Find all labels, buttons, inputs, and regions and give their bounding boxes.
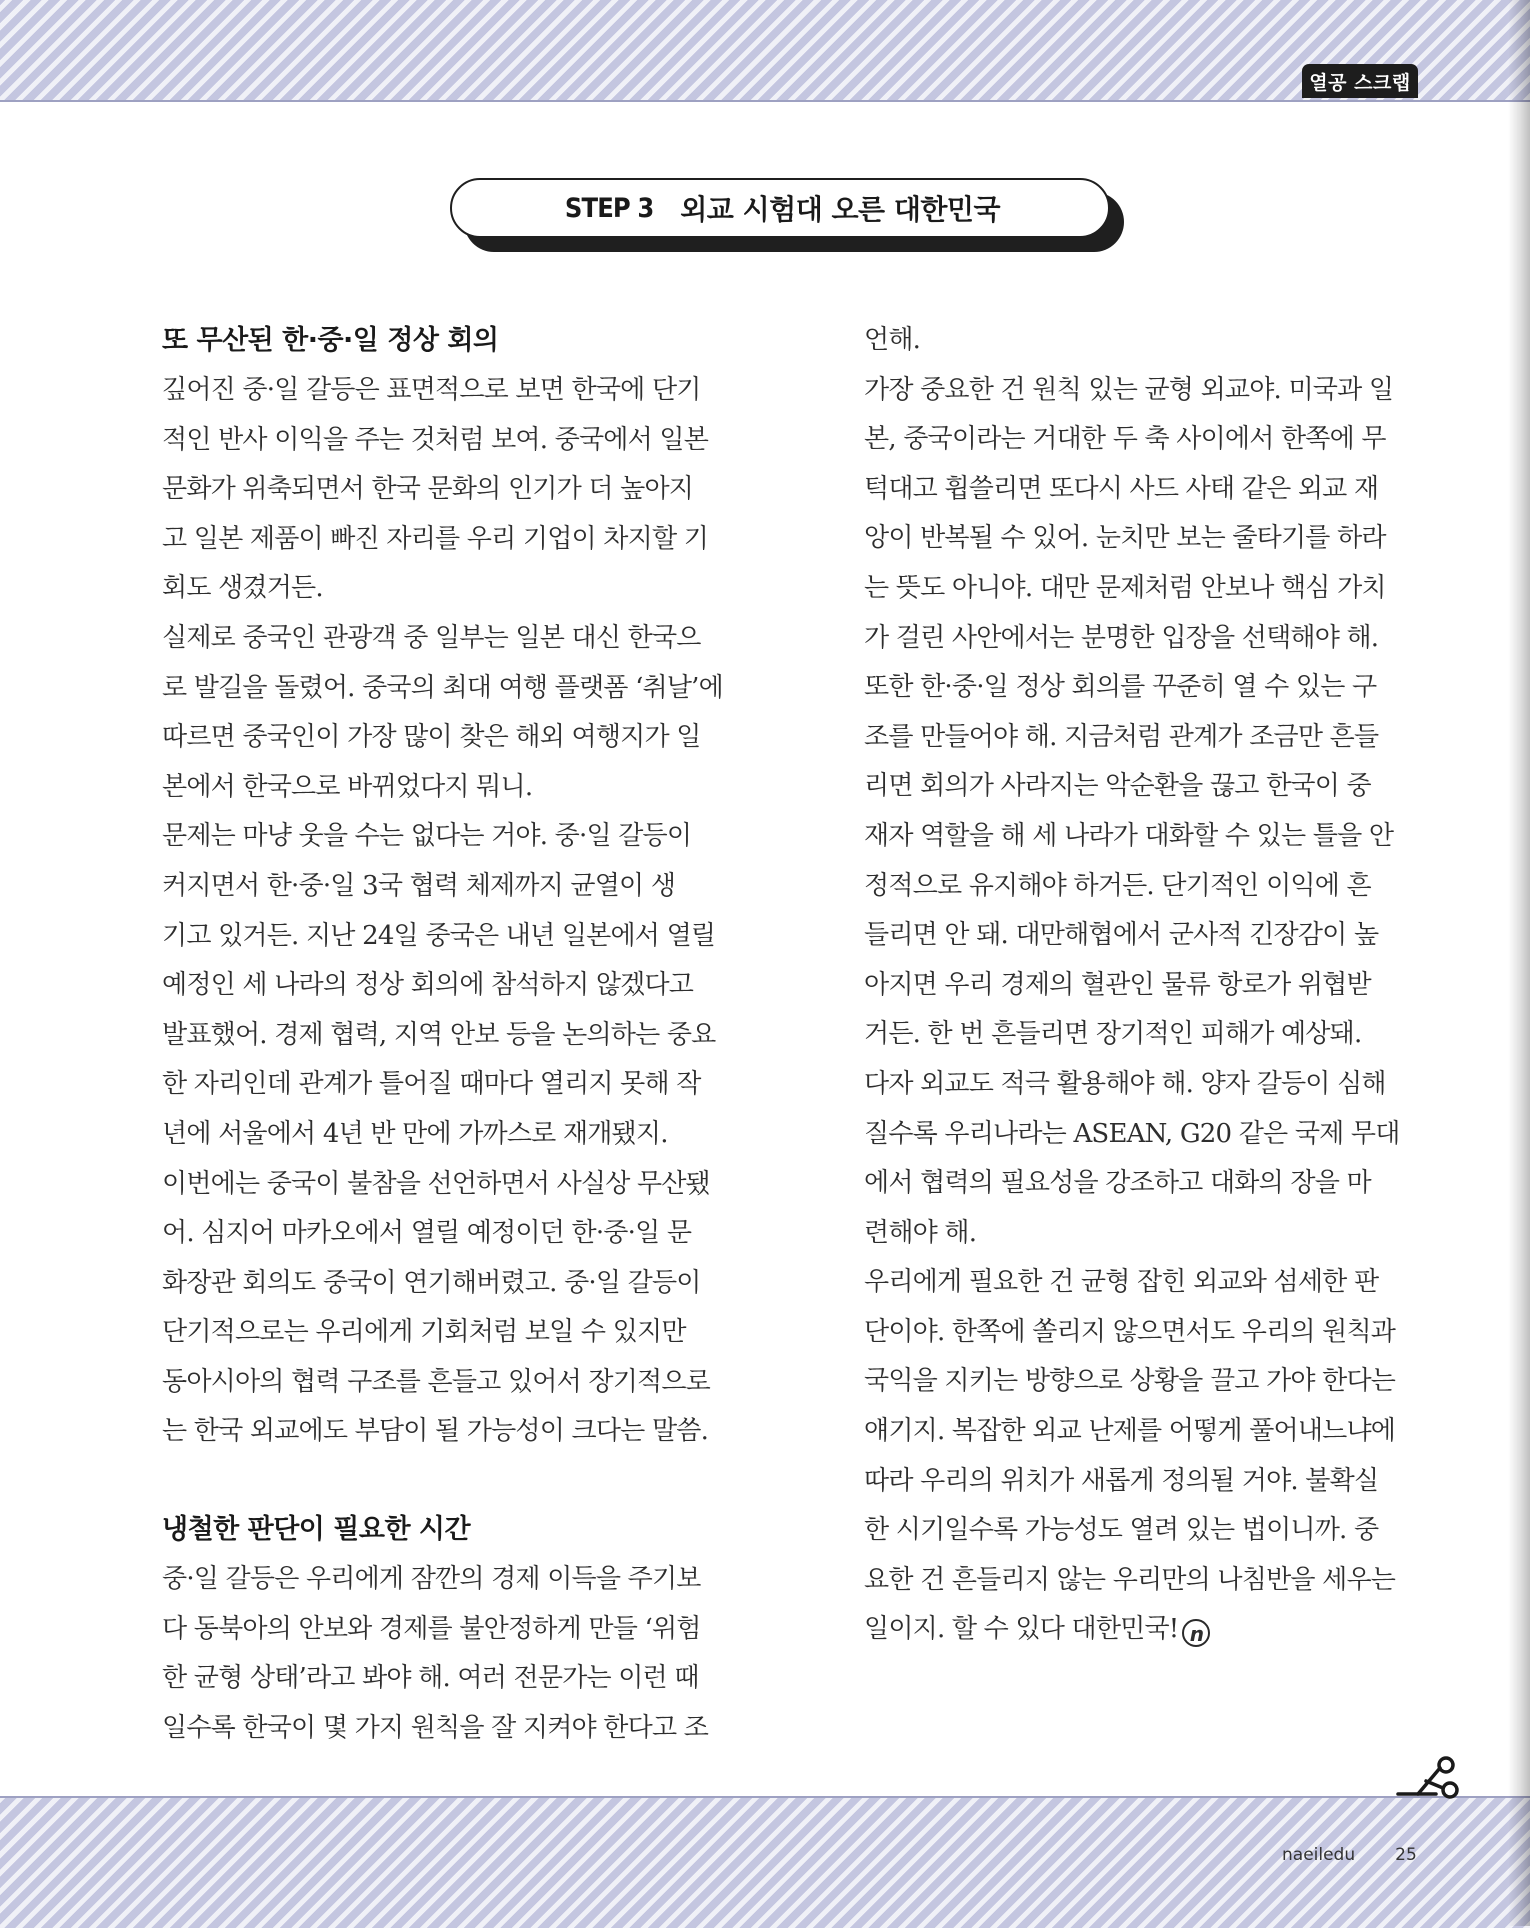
section-2-body: [162, 1555, 732, 1753]
paragraph-line: 커지면서 한·중·일 3국 협력 체제까지 균열이 생: [162, 870, 676, 901]
step-label: STEP 3: [564, 192, 654, 224]
paragraph-line: 는 한국 외교에도 부담이 될 가능성이 크다는 말씀.: [162, 1416, 709, 1447]
paragraph-line: 한 자리인데 관계가 틀어질 때마다 열리지 못해 작: [162, 1069, 701, 1100]
paragraph-line: 가장 중요한 건 원칙 있는 균형 외교야. 미국과 일: [864, 374, 1394, 405]
paragraph-line: 회도 생겼거든.: [162, 573, 323, 604]
paragraph-line: 거든. 한 번 흔들리면 장기적인 피해가 예상돼.: [864, 1019, 1362, 1050]
paragraph-line: 리면 회의가 사라지는 악순환을 끊고 한국이 중: [864, 771, 1371, 802]
page-fold-shadow: [1508, 0, 1530, 1926]
paragraph-line: 이번에는 중국이 불참을 선언하면서 사실상 무산됐: [162, 1168, 710, 1199]
step-banner: [450, 178, 1130, 256]
paragraph-line: 실제로 중국인 관광객 중 일부는 일본 대신 한국으: [162, 622, 701, 653]
page-number: 25: [1395, 1845, 1417, 1865]
paragraph-line: 어. 심지어 마카오에서 열릴 예정이던 한·중·일 문: [162, 1218, 692, 1249]
paragraph-line: 련해야 해.: [864, 1217, 977, 1248]
paragraph-line: 우리에게 필요한 건 균형 잡힌 외교와 섬세한 판: [864, 1267, 1379, 1298]
paragraph-line: 본에서 한국으로 바뀌었다지 뭐니.: [162, 771, 533, 802]
paragraph-line: 턱대고 휩쓸리면 또다시 사드 사태 같은 외교 재: [864, 473, 1379, 504]
paragraph-line: 아지면 우리 경제의 혈관인 물류 항로가 위협받: [864, 969, 1371, 1000]
paragraph-line: 발표했어. 경제 협력, 지역 안보 등을 논의하는 중요: [162, 1019, 716, 1050]
paragraph-line: 가 걸린 사안에서는 분명한 입장을 선택해야 해.: [864, 622, 1379, 653]
paragraph-line: 따라 우리의 위치가 새롭게 정의될 거야. 불확실: [864, 1465, 1379, 1496]
paragraph-line: 중·일 갈등은 우리에게 잠깐의 경제 이득을 주기보: [162, 1564, 701, 1595]
paragraph-line: 일수록 한국이 몇 가지 원칙을 잘 지켜야 한다고 조: [162, 1712, 709, 1743]
paragraph-line: 얘기지. 복잡한 외교 난제를 어떻게 풀어내느냐에: [864, 1416, 1396, 1447]
paragraph-line: 동아시아의 협력 구조를 흔들고 있어서 장기적으로: [162, 1366, 710, 1397]
final-line-text: 일이지. 할 수 있다 대한민국!: [864, 1614, 1179, 1645]
paragraph-line: 로 발길을 돌렸어. 중국의 최대 여행 플랫폼 ‘취날’에: [162, 672, 723, 703]
paragraph-line: 예정인 세 나라의 정상 회의에 참석하지 않겠다고: [162, 970, 694, 1001]
section-tag: 열공 스크랩: [1302, 64, 1418, 98]
paragraph-line: 한 균형 상태’라고 봐야 해. 여러 전문가는 이런 때: [162, 1663, 699, 1694]
paragraph-line: 다 동북아의 안보와 경제를 불안정하게 만들 ‘위험: [162, 1613, 701, 1644]
paragraph-line: 조를 만들어야 해. 지금처럼 관계가 조금만 흔들: [864, 721, 1379, 752]
right-column: [864, 316, 1434, 1655]
section-1-body: [162, 366, 732, 1457]
paragraph-line: 단이야. 한쪽에 쏠리지 않으면서도 우리의 원칙과: [864, 1316, 1396, 1347]
logo-mark-icon: n: [1182, 1619, 1210, 1647]
step-title: 외교 시험대 오른 대한민국: [680, 193, 1001, 226]
paragraph-line: 들리면 안 돼. 대만해협에서 군사적 긴장감이 높: [864, 920, 1379, 951]
paragraph-line: 요한 건 흔들리지 않는 우리만의 나침반을 세우는: [864, 1564, 1396, 1595]
paragraph-line: 앙이 반복될 수 있어. 눈치만 보는 줄타기를 하라: [864, 523, 1386, 554]
paragraph-line: 년에 서울에서 4년 반 만에 가까스로 재개됐지.: [162, 1118, 668, 1149]
top-stripe-band: [0, 0, 1530, 102]
paragraph-line: 화장관 회의도 중국이 연기해버렸고. 중·일 갈등이: [162, 1267, 701, 1298]
paragraph-line: 언해.: [864, 325, 921, 355]
step-banner-pill: [450, 178, 1110, 238]
paragraph-line: 는 뜻도 아니야. 대만 문제처럼 안보나 핵심 가치: [864, 572, 1386, 603]
scissors-icon: [1396, 1754, 1464, 1800]
paragraph-line: 정적으로 유지해야 하거든. 단기적인 이익에 흔: [864, 870, 1371, 901]
right-column-body: [864, 316, 1434, 1605]
paragraph-line: 단기적으로는 우리에게 기회처럼 보일 수 있지만: [162, 1317, 686, 1348]
paragraph-line: 다자 외교도 적극 활용해야 해. 양자 갈등이 심해: [864, 1068, 1386, 1099]
paragraph-line: 에서 협력의 필요성을 강조하고 대화의 장을 마: [864, 1168, 1371, 1199]
paragraph-line: 질수록 우리나라는 ASEAN, G20 같은 국제 무대: [864, 1118, 1400, 1149]
section-heading-2: 냉철한 판단이 필요한 시간: [162, 1514, 471, 1546]
section-heading-1: 또 무산된 한·중·일 정상 회의: [162, 325, 499, 356]
paragraph-line: 깊어진 중·일 갈등은 표면적으로 보면 한국에 단기: [162, 375, 701, 405]
paragraph-line: 또한 한·중·일 정상 회의를 꾸준히 열 수 있는 구: [864, 672, 1377, 703]
left-column: [162, 316, 732, 1753]
paragraph-line: 국익을 지키는 방향으로 상황을 끌고 가야 한다는: [864, 1366, 1396, 1397]
paragraph-line: 적인 반사 이익을 주는 것처럼 보여. 중국에서 일본: [162, 424, 709, 455]
paragraph-line-final: [864, 1605, 1434, 1655]
paragraph-line: 본, 중국이라는 거대한 두 축 사이에서 한쪽에 무: [864, 424, 1386, 455]
paragraph-line: 재자 역할을 해 세 나라가 대화할 수 있는 틀을 안: [864, 820, 1394, 851]
paragraph-line: 기고 있거든. 지난 24일 중국은 내년 일본에서 열릴: [162, 920, 716, 951]
page-footer: [1282, 1845, 1417, 1865]
footer-brand: naeiledu: [1282, 1845, 1356, 1865]
paragraph-line: 고 일본 제품이 빠진 자리를 우리 기업이 차지할 기: [162, 523, 709, 554]
paragraph-line: 문제는 마냥 웃을 수는 없다는 거야. 중·일 갈등이: [162, 821, 692, 852]
paragraph-line: 따르면 중국인이 가장 많이 찾은 해외 여행지가 일: [162, 722, 701, 753]
paragraph-line: 한 시기일수록 가능성도 열려 있는 법이니까. 중: [864, 1515, 1379, 1546]
paragraph-line: 문화가 위축되면서 한국 문화의 인기가 더 높아지: [162, 474, 694, 505]
